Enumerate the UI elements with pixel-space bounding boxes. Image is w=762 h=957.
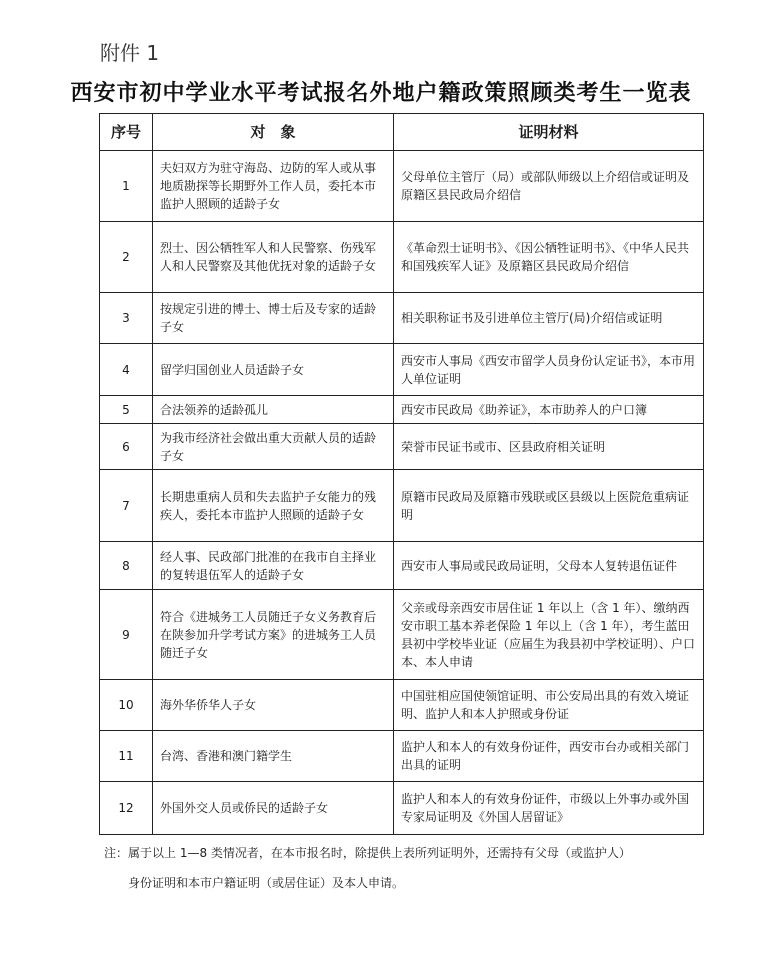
table-row	[100, 680, 704, 731]
table-header-row	[100, 114, 704, 151]
header-seq: 序号	[100, 114, 153, 151]
row-object: 符合《进城务工人员随迁子女义务教育后在陕参加升学考试方案》的进城务工人员随迁子女	[153, 590, 394, 680]
row-object: 烈士、因公牺牲军人和人民警察、伤残军人和人民警察及其他优抚对象的适龄子女	[153, 222, 394, 293]
table-row	[100, 731, 704, 782]
table-row	[100, 151, 704, 222]
table-row	[100, 542, 704, 590]
row-object: 合法领养的适龄孤儿	[153, 396, 394, 424]
row-object: 留学归国创业人员适龄子女	[153, 344, 394, 396]
row-proof: 原籍市民政局及原籍市残联或区县级以上医院危重病证明	[394, 470, 704, 542]
footnote	[104, 838, 704, 898]
row-seq: 6	[100, 424, 153, 470]
row-proof: 监护人和本人的有效身份证件，市级以上外事办或外国专家局证明及《外国人居留证》	[394, 782, 704, 835]
row-object: 经人事、民政部门批准的在我市自主择业的复转退伍军人的适龄子女	[153, 542, 394, 590]
row-object: 海外华侨华人子女	[153, 680, 394, 731]
table-row	[100, 590, 704, 680]
row-seq: 1	[100, 151, 153, 222]
footnote-line-2: 身份证明和本市户籍证明（或居住证）及本人申请。	[128, 876, 405, 890]
row-seq: 3	[100, 293, 153, 344]
row-proof: 父亲或母亲西安市居住证 1 年以上（含 1 年）、缴纳西安市职工基本养老保险 1 年以上（含 1 年），考生蓝田县初中学校毕业证（应届生为我县初中学校证明）、户口本、本人申请	[394, 590, 704, 680]
row-seq: 10	[100, 680, 153, 731]
table-row	[100, 344, 704, 396]
row-proof: 西安市人事局或民政局证明，父母本人复转退伍证件	[394, 542, 704, 590]
row-proof: 西安市民政局《助养证》，本市助养人的户口簿	[394, 396, 704, 424]
attachment-label: 附件 1	[100, 41, 160, 65]
footnote-line-1: 注：属于以上 1—8 类情况者，在本市报名时，除提供上表所列证明外，还需持有父母（或监护人）	[104, 846, 631, 860]
row-object: 为我市经济社会做出重大贡献人员的适龄子女	[153, 424, 394, 470]
row-seq: 5	[100, 396, 153, 424]
row-proof: 《革命烈士证明书》、《因公牺牲证明书》、《中华人民共和国残疾军人证》及原籍区县民政局介绍信	[394, 222, 704, 293]
row-proof: 中国驻相应国使领馆证明、市公安局出具的有效入境证明、监护人和本人护照或身份证	[394, 680, 704, 731]
table-row	[100, 424, 704, 470]
row-seq: 2	[100, 222, 153, 293]
header-proof: 证明材料	[394, 114, 704, 151]
row-seq: 12	[100, 782, 153, 835]
header-object: 对 象	[153, 114, 394, 151]
document-title: 西安市初中学业水平考试报名外地户籍政策照顾类考生一览表	[70, 81, 692, 106]
row-proof: 监护人和本人的有效身份证件，西安市台办或相关部门出具的证明	[394, 731, 704, 782]
row-proof: 父母单位主管厅（局）或部队师级以上介绍信或证明及原籍区县民政局介绍信	[394, 151, 704, 222]
row-object: 外国外交人员或侨民的适龄子女	[153, 782, 394, 835]
row-seq: 4	[100, 344, 153, 396]
row-proof: 西安市人事局《西安市留学人员身份认定证书》，本市用人单位证明	[394, 344, 704, 396]
policy-table	[99, 113, 704, 835]
row-seq: 8	[100, 542, 153, 590]
row-seq: 11	[100, 731, 153, 782]
row-object: 台湾、香港和澳门籍学生	[153, 731, 394, 782]
table-row	[100, 782, 704, 835]
table-row	[100, 222, 704, 293]
row-object: 夫妇双方为驻守海岛、边防的军人或从事地质勘探等长期野外工作人员，委托本市监护人照顾的适龄子女	[153, 151, 394, 222]
row-seq: 9	[100, 590, 153, 680]
row-object: 长期患重病人员和失去监护子女能力的残疾人，委托本市监护人照顾的适龄子女	[153, 470, 394, 542]
table-row	[100, 293, 704, 344]
row-proof: 相关职称证书及引进单位主管厅(局)介绍信或证明	[394, 293, 704, 344]
row-seq: 7	[100, 470, 153, 542]
table-row	[100, 470, 704, 542]
row-proof: 荣誉市民证书或市、区县政府相关证明	[394, 424, 704, 470]
table-row	[100, 396, 704, 424]
row-object: 按规定引进的博士、博士后及专家的适龄子女	[153, 293, 394, 344]
